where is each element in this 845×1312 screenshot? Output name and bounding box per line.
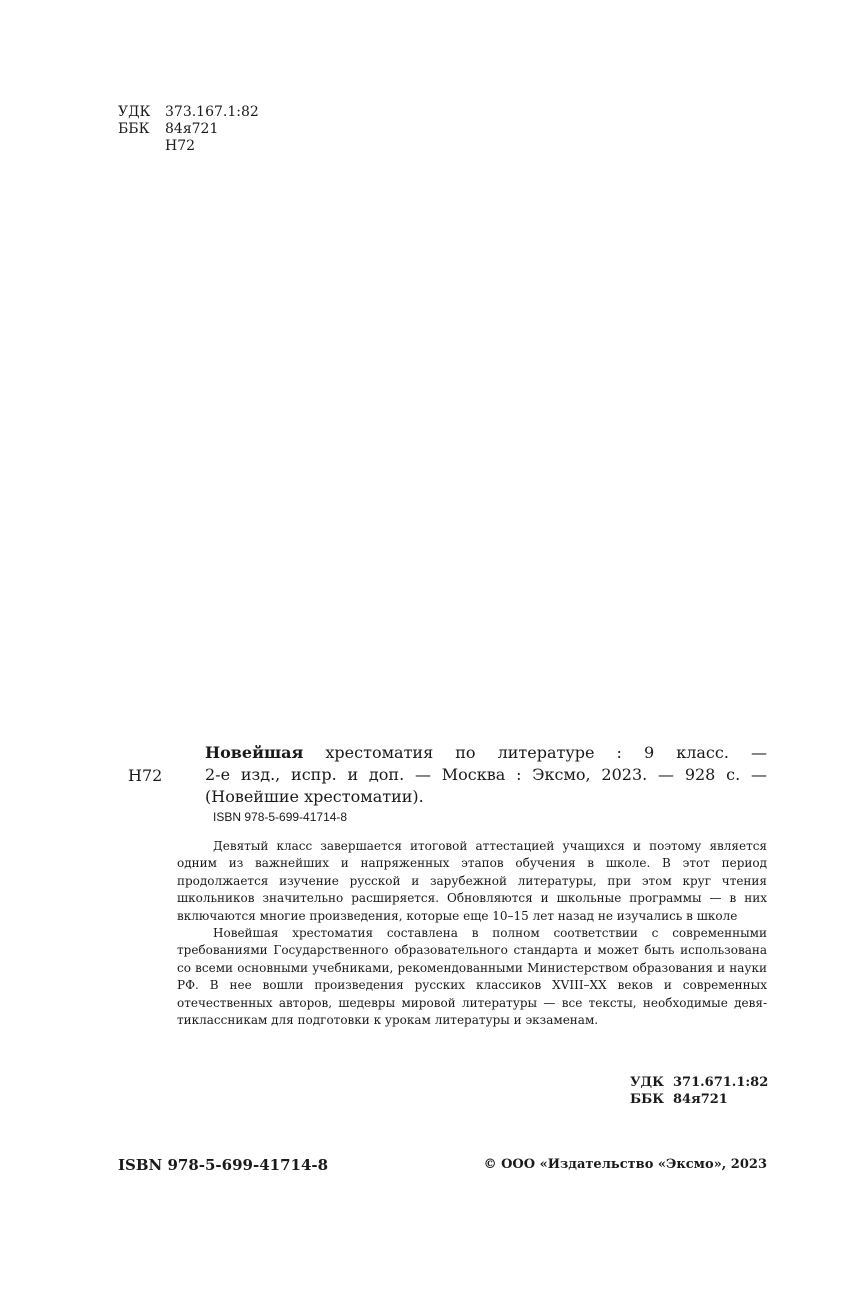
bib-title-rest: хрестоматия по литературе : 9 класс. — (303, 743, 767, 762)
bottom-bbk-label: ББК (630, 1092, 665, 1107)
udk-value: 373.167.1:82 (165, 104, 259, 120)
bottom-bbk-value: 84я721 (673, 1092, 728, 1107)
bottom-bbk-row (630, 1091, 768, 1108)
bottom-udk-row (630, 1074, 768, 1091)
footer-isbn: ISBN 978-5-699-41714-8 (118, 1156, 329, 1174)
udk-row (118, 104, 259, 121)
bib-title-bold: Новейшая (205, 743, 304, 762)
bib-edition-line: 2-е изд., испр. и доп. — Москва : Эксмо, 2023. — 928 с. — (205, 765, 767, 784)
bbk-value: 84я721 (165, 121, 219, 137)
bottom-classification-codes (630, 1074, 768, 1108)
author-mark-row (118, 138, 259, 155)
footer-copyright: © ООО «Издательство «Эксмо», 2023 (483, 1157, 767, 1172)
udk-label: УДК (118, 104, 151, 120)
bib-isbn: ISBN 978-5-699-41714-8 (213, 810, 348, 824)
annotation-paragraph-2: Новейшая хрестоматия составлена в полном соответствии с современными требованиями Государственного образовательного стандарта и может быть использована со всеми основными учебниками, рекомендованными Министерством образования и науки РФ. В нее вошли произведения русских классиков XVIII–XX веков и современных отечественных авторов, шедевры мировой литературы — все тексты, необходимые девятиклассникам для подготовки к урокам литературы и экзаменам. (177, 926, 767, 1028)
bottom-udk-value: 371.671.1:82 (673, 1075, 769, 1090)
annotation-paragraph-1: Девятый класс завершается итоговой аттестацией учащихся и поэтому является одним из важнейших и напряженных этапов обучения в школе. В этот период продолжается изучение русской и зарубежной литературы, при этом круг чтения школьников значительно расширяется. Обновляются и школьные программы — в них включаются многие произведения, которые еще 10–15 лет назад не изучались в школе (177, 839, 767, 923)
bibliographic-record (205, 742, 767, 808)
annotation (177, 838, 767, 1029)
bib-title-line (205, 742, 767, 764)
bottom-udk-label: УДК (630, 1075, 664, 1090)
card-author-mark: Н72 (128, 766, 163, 785)
bib-series-line: (Новейшие хрестоматии). (205, 787, 424, 806)
author-mark: Н72 (165, 138, 196, 154)
bbk-label: ББК (118, 121, 150, 137)
top-classification-codes (118, 104, 259, 155)
bbk-row (118, 121, 259, 138)
